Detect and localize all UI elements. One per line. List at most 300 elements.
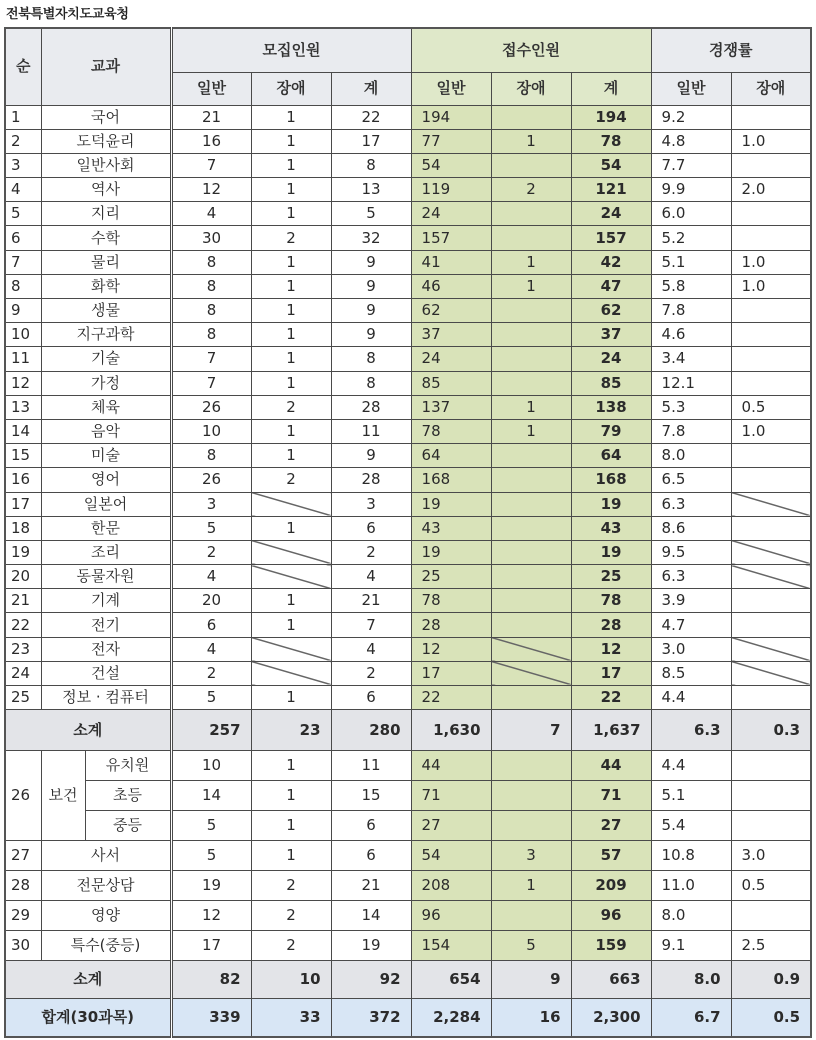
subject-name: 전자: [41, 637, 171, 661]
cell-ratio-disabled: [731, 299, 811, 323]
header-applied-total: 계: [571, 72, 651, 105]
cell-ratio-disabled: [731, 202, 811, 226]
cell-ratio-disabled: 1.0: [731, 419, 811, 443]
cell-applied-general: 62: [411, 299, 491, 323]
cell-applied-total: 43: [571, 516, 651, 540]
subject-name: 기술: [41, 347, 171, 371]
subject-name: 가정: [41, 371, 171, 395]
cell-applied-general: 208: [411, 871, 491, 901]
subtotal-row-applied-general: 1,630: [411, 710, 491, 751]
cell-recruit-general: 5: [171, 811, 251, 841]
grand-total-row-ratio-disabled: 0.5: [731, 999, 811, 1037]
cell-ratio-general: 4.4: [651, 751, 731, 781]
cell-applied-general: 64: [411, 444, 491, 468]
table-row: [5, 811, 811, 841]
cell-recruit-general: 19: [171, 871, 251, 901]
cell-recruit-total: 6: [331, 686, 411, 710]
header-recruit: 모집인원: [171, 28, 411, 72]
cell-applied-total: 78: [571, 589, 651, 613]
row-number: 14: [5, 419, 41, 443]
grand-total-row-recruit-general: 339: [171, 999, 251, 1037]
table-row: [5, 931, 811, 961]
cell-ratio-disabled: [731, 686, 811, 710]
row-number: 29: [5, 901, 41, 931]
cell-applied-general: 154: [411, 931, 491, 961]
cell-recruit-disabled: 2: [251, 395, 331, 419]
cell-ratio-general: 11.0: [651, 871, 731, 901]
cell-recruit-general: 5: [171, 686, 251, 710]
subtotal-row-recruit-disabled: 23: [251, 710, 331, 751]
cell-recruit-general: 30: [171, 226, 251, 250]
cell-recruit-disabled: 2: [251, 901, 331, 931]
cell-recruit-disabled: [251, 565, 331, 589]
cell-recruit-total: 7: [331, 613, 411, 637]
cell-ratio-general: 7.7: [651, 153, 731, 177]
cell-applied-disabled: [491, 153, 571, 177]
cell-recruit-total: 21: [331, 589, 411, 613]
row-number: 10: [5, 323, 41, 347]
cell-recruit-disabled: 1: [251, 129, 331, 153]
subtotal-row-2-recruit-total: 92: [331, 961, 411, 999]
grand-total-row-label: 합계(30과목): [5, 999, 171, 1037]
cell-recruit-general: 7: [171, 347, 251, 371]
cell-applied-general: 27: [411, 811, 491, 841]
cell-recruit-disabled: 1: [251, 589, 331, 613]
cell-recruit-total: 6: [331, 841, 411, 871]
cell-ratio-disabled: [731, 105, 811, 129]
cell-recruit-total: 4: [331, 565, 411, 589]
cell-applied-disabled: 1: [491, 129, 571, 153]
cell-applied-general: 37: [411, 323, 491, 347]
cell-ratio-general: 3.0: [651, 637, 731, 661]
cell-ratio-general: 9.2: [651, 105, 731, 129]
table-row: [5, 323, 811, 347]
cell-applied-disabled: 3: [491, 841, 571, 871]
cell-ratio-disabled: 2.5: [731, 931, 811, 961]
table-row: [5, 274, 811, 298]
table-row: [5, 371, 811, 395]
cell-applied-general: 28: [411, 613, 491, 637]
cell-applied-general: 19: [411, 492, 491, 516]
table-row: [5, 299, 811, 323]
cell-applied-disabled: 1: [491, 871, 571, 901]
cell-recruit-total: 2: [331, 540, 411, 564]
cell-applied-disabled: [491, 637, 571, 661]
cell-recruit-general: 12: [171, 901, 251, 931]
cell-ratio-disabled: [731, 637, 811, 661]
cell-applied-total: 24: [571, 347, 651, 371]
cell-recruit-general: 20: [171, 589, 251, 613]
cell-applied-general: 25: [411, 565, 491, 589]
cell-applied-general: 85: [411, 371, 491, 395]
cell-applied-general: 96: [411, 901, 491, 931]
cell-applied-total: 96: [571, 901, 651, 931]
subtotal-row-2-applied-total: 663: [571, 961, 651, 999]
row-number: 9: [5, 299, 41, 323]
cell-applied-total: 17: [571, 661, 651, 685]
cell-recruit-general: 8: [171, 274, 251, 298]
table-row: [5, 105, 811, 129]
cell-applied-total: 157: [571, 226, 651, 250]
subtotal-row-ratio-disabled: 0.3: [731, 710, 811, 751]
subject-name: 수학: [41, 226, 171, 250]
subject-name: 건설: [41, 661, 171, 685]
subject-name: 영어: [41, 468, 171, 492]
row-number: 21: [5, 589, 41, 613]
cell-recruit-disabled: 1: [251, 811, 331, 841]
cell-ratio-disabled: [731, 516, 811, 540]
cell-ratio-disabled: 1.0: [731, 250, 811, 274]
cell-ratio-general: 8.0: [651, 444, 731, 468]
cell-recruit-total: 14: [331, 901, 411, 931]
cell-recruit-general: 16: [171, 129, 251, 153]
cell-ratio-general: 5.1: [651, 781, 731, 811]
header-recruit-general: 일반: [171, 72, 251, 105]
subject-name: 미술: [41, 444, 171, 468]
cell-applied-total: 27: [571, 811, 651, 841]
table-row: [5, 153, 811, 177]
cell-applied-total: 19: [571, 492, 651, 516]
row-number: 20: [5, 565, 41, 589]
cell-ratio-general: 4.4: [651, 686, 731, 710]
cell-recruit-disabled: 1: [251, 841, 331, 871]
subject-name: 조리: [41, 540, 171, 564]
table-row: [5, 492, 811, 516]
cell-applied-total: 24: [571, 202, 651, 226]
cell-ratio-general: 6.3: [651, 565, 731, 589]
table-row: [5, 250, 811, 274]
cell-recruit-total: 13: [331, 178, 411, 202]
cell-ratio-general: 12.1: [651, 371, 731, 395]
cell-applied-disabled: [491, 371, 571, 395]
subject-name: 기계: [41, 589, 171, 613]
header-ratio-general: 일반: [651, 72, 731, 105]
cell-ratio-disabled: [731, 901, 811, 931]
cell-applied-disabled: [491, 589, 571, 613]
cell-recruit-general: 12: [171, 178, 251, 202]
cell-applied-disabled: 1: [491, 419, 571, 443]
cell-applied-disabled: [491, 686, 571, 710]
cell-applied-general: 22: [411, 686, 491, 710]
subtotal-row: [5, 710, 811, 751]
cell-applied-general: 137: [411, 395, 491, 419]
cell-ratio-disabled: [731, 468, 811, 492]
cell-recruit-total: 9: [331, 299, 411, 323]
cell-ratio-disabled: [731, 540, 811, 564]
cell-applied-general: 43: [411, 516, 491, 540]
cell-recruit-disabled: 1: [251, 516, 331, 540]
table-row: [5, 516, 811, 540]
table-row: [5, 781, 811, 811]
cell-ratio-disabled: [731, 781, 811, 811]
table-row: [5, 841, 811, 871]
cell-recruit-disabled: 1: [251, 323, 331, 347]
cell-recruit-disabled: 1: [251, 613, 331, 637]
cell-applied-disabled: 5: [491, 931, 571, 961]
cell-applied-disabled: 1: [491, 250, 571, 274]
cell-recruit-total: 28: [331, 395, 411, 419]
cell-ratio-general: 5.4: [651, 811, 731, 841]
cell-applied-total: 79: [571, 419, 651, 443]
cell-applied-general: 168: [411, 468, 491, 492]
cell-recruit-disabled: 1: [251, 444, 331, 468]
cell-ratio-disabled: [731, 444, 811, 468]
cell-recruit-disabled: 1: [251, 178, 331, 202]
cell-ratio-general: 7.8: [651, 419, 731, 443]
cell-applied-disabled: [491, 202, 571, 226]
cell-ratio-disabled: 0.5: [731, 395, 811, 419]
cell-recruit-total: 8: [331, 153, 411, 177]
cell-recruit-general: 3: [171, 492, 251, 516]
subject-name: 정보 · 컴퓨터: [41, 686, 171, 710]
cell-ratio-disabled: 0.5: [731, 871, 811, 901]
cell-recruit-general: 4: [171, 637, 251, 661]
subtotal-row-2-recruit-disabled: 10: [251, 961, 331, 999]
cell-applied-total: 71: [571, 781, 651, 811]
cell-applied-disabled: [491, 540, 571, 564]
cell-ratio-disabled: [731, 492, 811, 516]
cell-applied-disabled: [491, 751, 571, 781]
cell-recruit-general: 8: [171, 323, 251, 347]
cell-applied-disabled: 1: [491, 274, 571, 298]
grand-total-row-recruit-total: 372: [331, 999, 411, 1037]
subject-name: 영양: [41, 901, 171, 931]
subtotal-row-2-applied-disabled: 9: [491, 961, 571, 999]
table-row: [5, 419, 811, 443]
table-row: [5, 226, 811, 250]
cell-ratio-disabled: 3.0: [731, 841, 811, 871]
row-number: 19: [5, 540, 41, 564]
row-number: 2: [5, 129, 41, 153]
cell-recruit-disabled: 1: [251, 202, 331, 226]
cell-applied-total: 22: [571, 686, 651, 710]
cell-applied-disabled: [491, 492, 571, 516]
cell-applied-general: 17: [411, 661, 491, 685]
cell-ratio-general: 6.0: [651, 202, 731, 226]
table-row: [5, 661, 811, 685]
cell-recruit-total: 4: [331, 637, 411, 661]
cell-ratio-general: 3.9: [651, 589, 731, 613]
cell-applied-total: 25: [571, 565, 651, 589]
cell-recruit-general: 26: [171, 468, 251, 492]
cell-recruit-disabled: 2: [251, 468, 331, 492]
cell-recruit-disabled: [251, 492, 331, 516]
cell-applied-general: 157: [411, 226, 491, 250]
cell-applied-general: 24: [411, 347, 491, 371]
cell-recruit-total: 11: [331, 419, 411, 443]
header-recruit-disabled: 장애: [251, 72, 331, 105]
grand-total-row: [5, 999, 811, 1037]
cell-applied-total: 54: [571, 153, 651, 177]
cell-recruit-disabled: 1: [251, 105, 331, 129]
row-number: 16: [5, 468, 41, 492]
row-number: 8: [5, 274, 41, 298]
cell-applied-total: 12: [571, 637, 651, 661]
cell-ratio-disabled: [731, 613, 811, 637]
cell-applied-total: 57: [571, 841, 651, 871]
cell-ratio-general: 9.1: [651, 931, 731, 961]
cell-ratio-disabled: 1.0: [731, 274, 811, 298]
cell-ratio-disabled: [731, 226, 811, 250]
subject-name: 국어: [41, 105, 171, 129]
cell-recruit-general: 5: [171, 516, 251, 540]
cell-applied-total: 78: [571, 129, 651, 153]
cell-recruit-total: 6: [331, 516, 411, 540]
cell-ratio-general: 5.1: [651, 250, 731, 274]
cell-applied-general: 46: [411, 274, 491, 298]
grand-total-row-applied-general: 2,284: [411, 999, 491, 1037]
cell-recruit-general: 8: [171, 444, 251, 468]
row-number: 24: [5, 661, 41, 685]
cell-ratio-general: 5.8: [651, 274, 731, 298]
cell-recruit-disabled: 1: [251, 781, 331, 811]
cell-ratio-disabled: [731, 153, 811, 177]
subject-sublevel: 중등: [85, 811, 171, 841]
cell-applied-total: 19: [571, 540, 651, 564]
cell-ratio-disabled: [731, 661, 811, 685]
table-row: [5, 347, 811, 371]
cell-recruit-disabled: 1: [251, 250, 331, 274]
cell-recruit-total: 15: [331, 781, 411, 811]
subtotal-row-applied-disabled: 7: [491, 710, 571, 751]
subject-name: 도덕윤리: [41, 129, 171, 153]
cell-recruit-disabled: 2: [251, 871, 331, 901]
cell-recruit-total: 21: [331, 871, 411, 901]
cell-ratio-general: 8.5: [651, 661, 731, 685]
subject-sublevel: 유치원: [85, 751, 171, 781]
cell-applied-total: 121: [571, 178, 651, 202]
header-recruit-total: 계: [331, 72, 411, 105]
cell-applied-general: 194: [411, 105, 491, 129]
cell-applied-disabled: [491, 565, 571, 589]
cell-applied-disabled: [491, 444, 571, 468]
cell-ratio-general: 4.6: [651, 323, 731, 347]
cell-applied-disabled: [491, 613, 571, 637]
cell-recruit-total: 9: [331, 323, 411, 347]
cell-applied-general: 77: [411, 129, 491, 153]
subject-name: 일본어: [41, 492, 171, 516]
cell-recruit-disabled: 2: [251, 226, 331, 250]
row-number: 28: [5, 871, 41, 901]
cell-ratio-general: 5.3: [651, 395, 731, 419]
cell-applied-total: 64: [571, 444, 651, 468]
recruitment-table: [4, 27, 812, 1038]
table-row: [5, 613, 811, 637]
cell-recruit-general: 7: [171, 371, 251, 395]
cell-applied-disabled: 1: [491, 395, 571, 419]
cell-recruit-disabled: 1: [251, 751, 331, 781]
subject-name: 일반사회: [41, 153, 171, 177]
table-row: [5, 540, 811, 564]
table-row: [5, 129, 811, 153]
cell-applied-total: 159: [571, 931, 651, 961]
cell-recruit-disabled: [251, 661, 331, 685]
table-row: [5, 751, 811, 781]
cell-applied-total: 37: [571, 323, 651, 347]
row-number: 3: [5, 153, 41, 177]
table-row: [5, 686, 811, 710]
cell-recruit-general: 4: [171, 565, 251, 589]
cell-ratio-general: 8.0: [651, 901, 731, 931]
cell-ratio-disabled: [731, 565, 811, 589]
row-number: 4: [5, 178, 41, 202]
cell-applied-general: 41: [411, 250, 491, 274]
subject-name: 화학: [41, 274, 171, 298]
cell-ratio-general: 4.7: [651, 613, 731, 637]
subject-name: 전기: [41, 613, 171, 637]
subject-name: 특수(중등): [41, 931, 171, 961]
table-row: [5, 871, 811, 901]
table-row: [5, 901, 811, 931]
cell-applied-disabled: [491, 811, 571, 841]
cell-recruit-general: 7: [171, 153, 251, 177]
cell-recruit-general: 2: [171, 540, 251, 564]
cell-recruit-disabled: [251, 540, 331, 564]
subject-name: 보건: [41, 751, 85, 841]
cell-applied-general: 119: [411, 178, 491, 202]
cell-ratio-disabled: [731, 323, 811, 347]
cell-applied-disabled: [491, 468, 571, 492]
cell-ratio-disabled: [731, 751, 811, 781]
subtotal-row-2-recruit-general: 82: [171, 961, 251, 999]
cell-recruit-total: 5: [331, 202, 411, 226]
cell-recruit-total: 17: [331, 129, 411, 153]
cell-applied-disabled: [491, 226, 571, 250]
subject-name: 동물자원: [41, 565, 171, 589]
subtotal-row-ratio-general: 6.3: [651, 710, 731, 751]
cell-recruit-disabled: [251, 637, 331, 661]
cell-recruit-total: 3: [331, 492, 411, 516]
subtotal-row-recruit-total: 280: [331, 710, 411, 751]
row-number: 30: [5, 931, 41, 961]
header-applied: 접수인원: [411, 28, 651, 72]
cell-applied-total: 28: [571, 613, 651, 637]
cell-applied-disabled: [491, 516, 571, 540]
table-row: [5, 395, 811, 419]
cell-recruit-disabled: 1: [251, 347, 331, 371]
cell-applied-total: 138: [571, 395, 651, 419]
cell-ratio-disabled: 2.0: [731, 178, 811, 202]
grand-total-row-applied-total: 2,300: [571, 999, 651, 1037]
header-applied-disabled: 장애: [491, 72, 571, 105]
cell-recruit-disabled: 1: [251, 686, 331, 710]
cell-recruit-total: 11: [331, 751, 411, 781]
cell-applied-disabled: [491, 323, 571, 347]
cell-applied-total: 209: [571, 871, 651, 901]
subject-name: 체육: [41, 395, 171, 419]
cell-recruit-total: 8: [331, 371, 411, 395]
subject-name: 지구과학: [41, 323, 171, 347]
cell-applied-general: 19: [411, 540, 491, 564]
cell-applied-general: 44: [411, 751, 491, 781]
grand-total-row-ratio-general: 6.7: [651, 999, 731, 1037]
cell-ratio-general: 6.3: [651, 492, 731, 516]
row-number: 27: [5, 841, 41, 871]
table-row: [5, 444, 811, 468]
subtotal-row-2-ratio-disabled: 0.9: [731, 961, 811, 999]
cell-applied-general: 78: [411, 589, 491, 613]
row-number: 1: [5, 105, 41, 129]
cell-applied-total: 47: [571, 274, 651, 298]
row-number: 23: [5, 637, 41, 661]
cell-applied-total: 85: [571, 371, 651, 395]
cell-ratio-general: 5.2: [651, 226, 731, 250]
subtotal-row-2-applied-general: 654: [411, 961, 491, 999]
row-number: 5: [5, 202, 41, 226]
cell-recruit-general: 10: [171, 751, 251, 781]
table-row: [5, 637, 811, 661]
cell-recruit-general: 2: [171, 661, 251, 685]
